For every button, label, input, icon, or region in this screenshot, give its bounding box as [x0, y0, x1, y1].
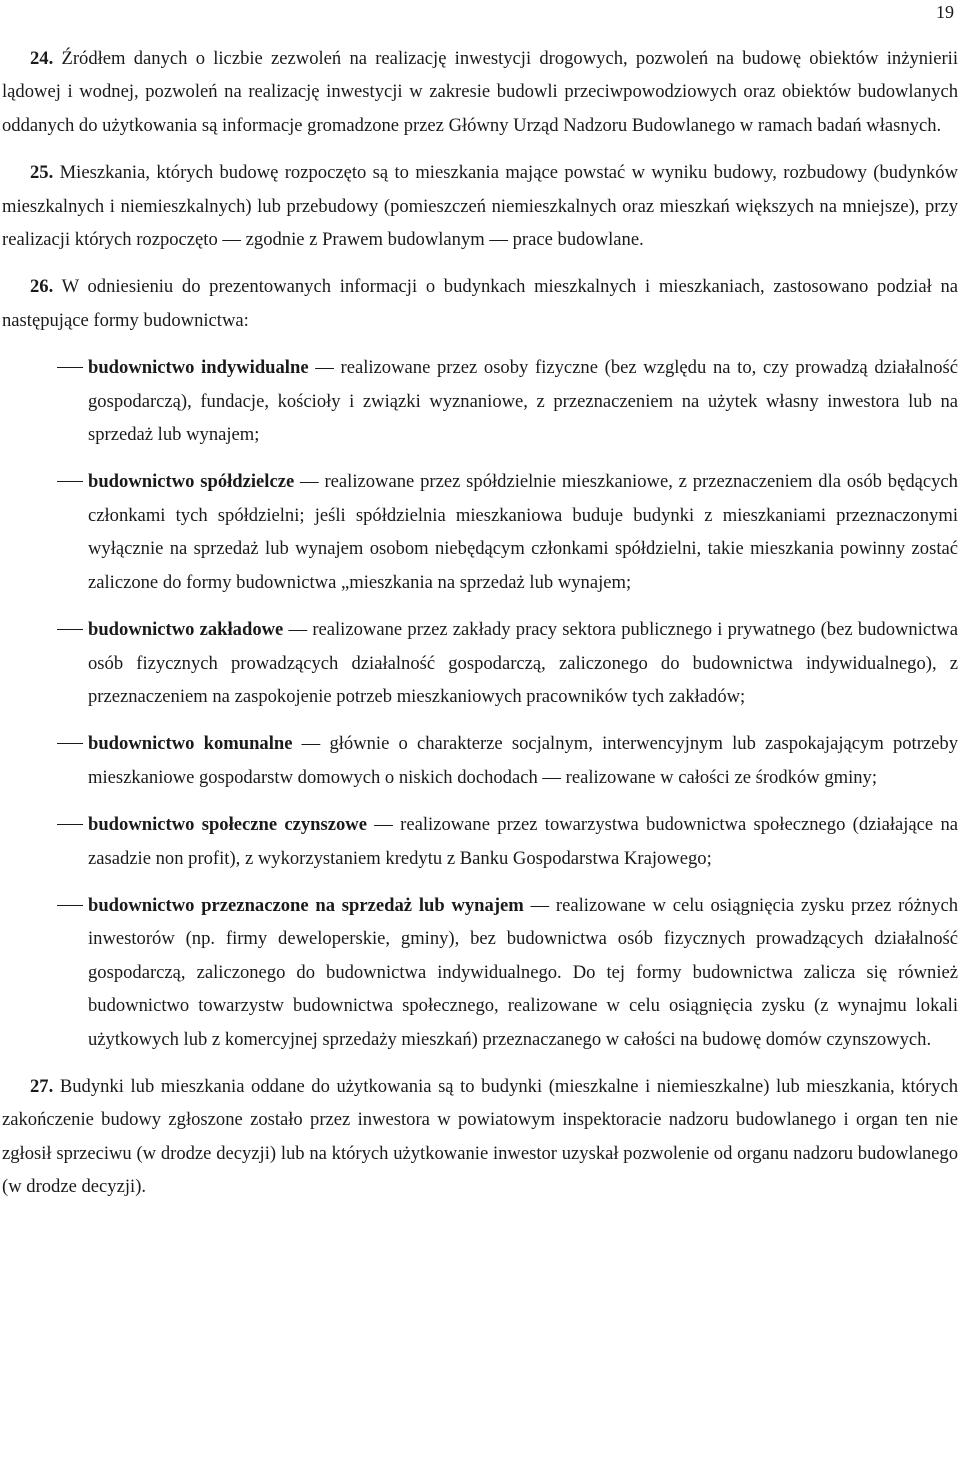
- document-body: [2, 42, 958, 1204]
- paragraph-27: [2, 1070, 958, 1204]
- paragraph-text: Mieszkania, których budowę rozpoczęto są to mieszkania mające powstać w wyniku budowy, rozbudowy (budynków mieszkalnych i niemieszkalnych) lub przebudowy (pomieszczeń niemieszkalnych oraz mieszkań większych na mniejsze), przy realizacji których rozpoczęto — zgodnie z Prawem budowlanym — prace budowlane.: [2, 162, 959, 251]
- dash-bullet: [57, 905, 83, 906]
- term-definition: — głównie o charakterze socjalnym, interwencyjnym lub zaspokajającym potrzeby mieszkaniowe gospodarstw domowych o niskich dochodach — realizowane w całości ze środków gminy;: [88, 733, 959, 788]
- construction-forms-list: [2, 351, 958, 1056]
- paragraph-number: 24.: [30, 48, 54, 69]
- paragraph-26: [2, 270, 958, 337]
- list-item-spoldzielcze: [2, 465, 958, 599]
- list-item-spoleczne-czynszowe: [2, 808, 958, 875]
- term-definition: — realizowane przez spółdzielnie mieszkaniowe, z przeznaczeniem dla osób będących członkami tych spółdzielni; jeśli spółdzielnia mieszkaniowa buduje budynki z mieszkaniami przeznaczonymi wyłącznie na sprzedaż lub wynajem osobom niebędącym członkami spółdzielni, takie mieszkania powinny zostać zaliczone do formy budownictwa „mieszkania na sprzedaż lub wynajem;: [88, 471, 958, 593]
- paragraph-text: Źródłem danych o liczbie zezwoleń na realizację inwestycji drogowych, pozwoleń na budowę obiektów inżynierii lądowej i wodnej, pozwoleń na realizację inwestycji w zakresie budowli przeciwpowodziowych oraz obiektów budowlanych oddanych do użytkowania są informacje gromadzone przez Główny Urząd Nadzoru Budowlanego w ramach badań własnych.: [2, 48, 958, 136]
- term-label: budownictwo społeczne czynszowe: [88, 814, 367, 836]
- paragraph-number: 26.: [30, 276, 54, 298]
- term-label: budownictwo zakładowe: [88, 619, 284, 641]
- list-item-sprzedaz-wynajem: [2, 889, 958, 1056]
- paragraph-number: 25.: [30, 162, 54, 184]
- paragraph-25: [2, 156, 958, 256]
- paragraph-text: W odniesieniu do prezentowanych informacji o budynkach mieszkalnych i mieszkaniach, zastosowano podział na następujące formy budownictwa:: [2, 276, 958, 331]
- paragraph-text: Budynki lub mieszkania oddane do użytkowania są to budynki (mieszkalne i niemieszkalne) lub mieszkania, których zakończenie budowy zgłoszone zostało przez inwestora w powiatowym inspektoracie nadzoru budowlanego i organ ten nie zgłosił sprzeciwu (w drodze decyzji) lub na których użytkowanie inwestor uzyskał pozwolenie od organu nadzoru budowlanego (w drodze decyzji).: [2, 1075, 959, 1198]
- term-definition: — realizowane przez zakłady pracy sektora publicznego i prywatnego (bez budownictwa osób fizycznych prowadzących działalność gospodarczą, zaliczonego do budownictwa indywidualnego), z przeznaczeniem na zaspokojenie potrzeb mieszkaniowych pracowników tych zakładów;: [88, 619, 958, 707]
- dash-bullet: [57, 481, 83, 482]
- term-label: budownictwo indywidualne: [88, 357, 309, 379]
- term-label: budownictwo spółdzielcze: [88, 471, 295, 493]
- dash-bullet: [57, 629, 83, 630]
- term-definition: — realizowane w celu osiągnięcia zysku przez różnych inwestorów (np. firmy deweloperskie, gminy), bez budownictwa osób fizycznych prowadzących działalność gospodarczą, zaliczonego do budownictwa indywidualnego. Do tej formy budownictwa zalicza się również budownictwo towarzystw budownictwa społecznego, realizowane w celu osiągnięcia zysku (z wynajmu lokali użytkowych lub z komercyjnej sprzedaży mieszkań) przeznaczanego w całości na budowę domów czynszowych.: [88, 894, 959, 1050]
- term-definition: — realizowane przez osoby fizyczne (bez względu na to, czy prowadzą działalność gospodarczą), fundacje, kościoły i związki wyznaniowe, z przeznaczeniem na użytek własny inwestora lub na sprzedaż lub wynajem;: [88, 357, 958, 446]
- dash-bullet: [57, 824, 83, 825]
- paragraph-number: 27.: [30, 1075, 54, 1097]
- dash-bullet: [57, 367, 83, 368]
- term-label: budownictwo komunalne: [88, 733, 293, 755]
- paragraph-24: [2, 42, 958, 142]
- page-number: 19: [936, 2, 954, 22]
- term-label: budownictwo przeznaczone na sprzedaż lub wynajem: [88, 894, 524, 916]
- term-definition: — realizowane przez towarzystwa budownictwa społecznego (działające na zasadzie non profit), z wykorzystaniem kredytu z Banku Gospodarstwa Krajowego;: [88, 814, 958, 869]
- list-item-zakladowe: [2, 613, 958, 713]
- list-item-indywidualne: [2, 351, 958, 451]
- dash-bullet: [57, 743, 83, 744]
- list-item-komunalne: [2, 727, 958, 794]
